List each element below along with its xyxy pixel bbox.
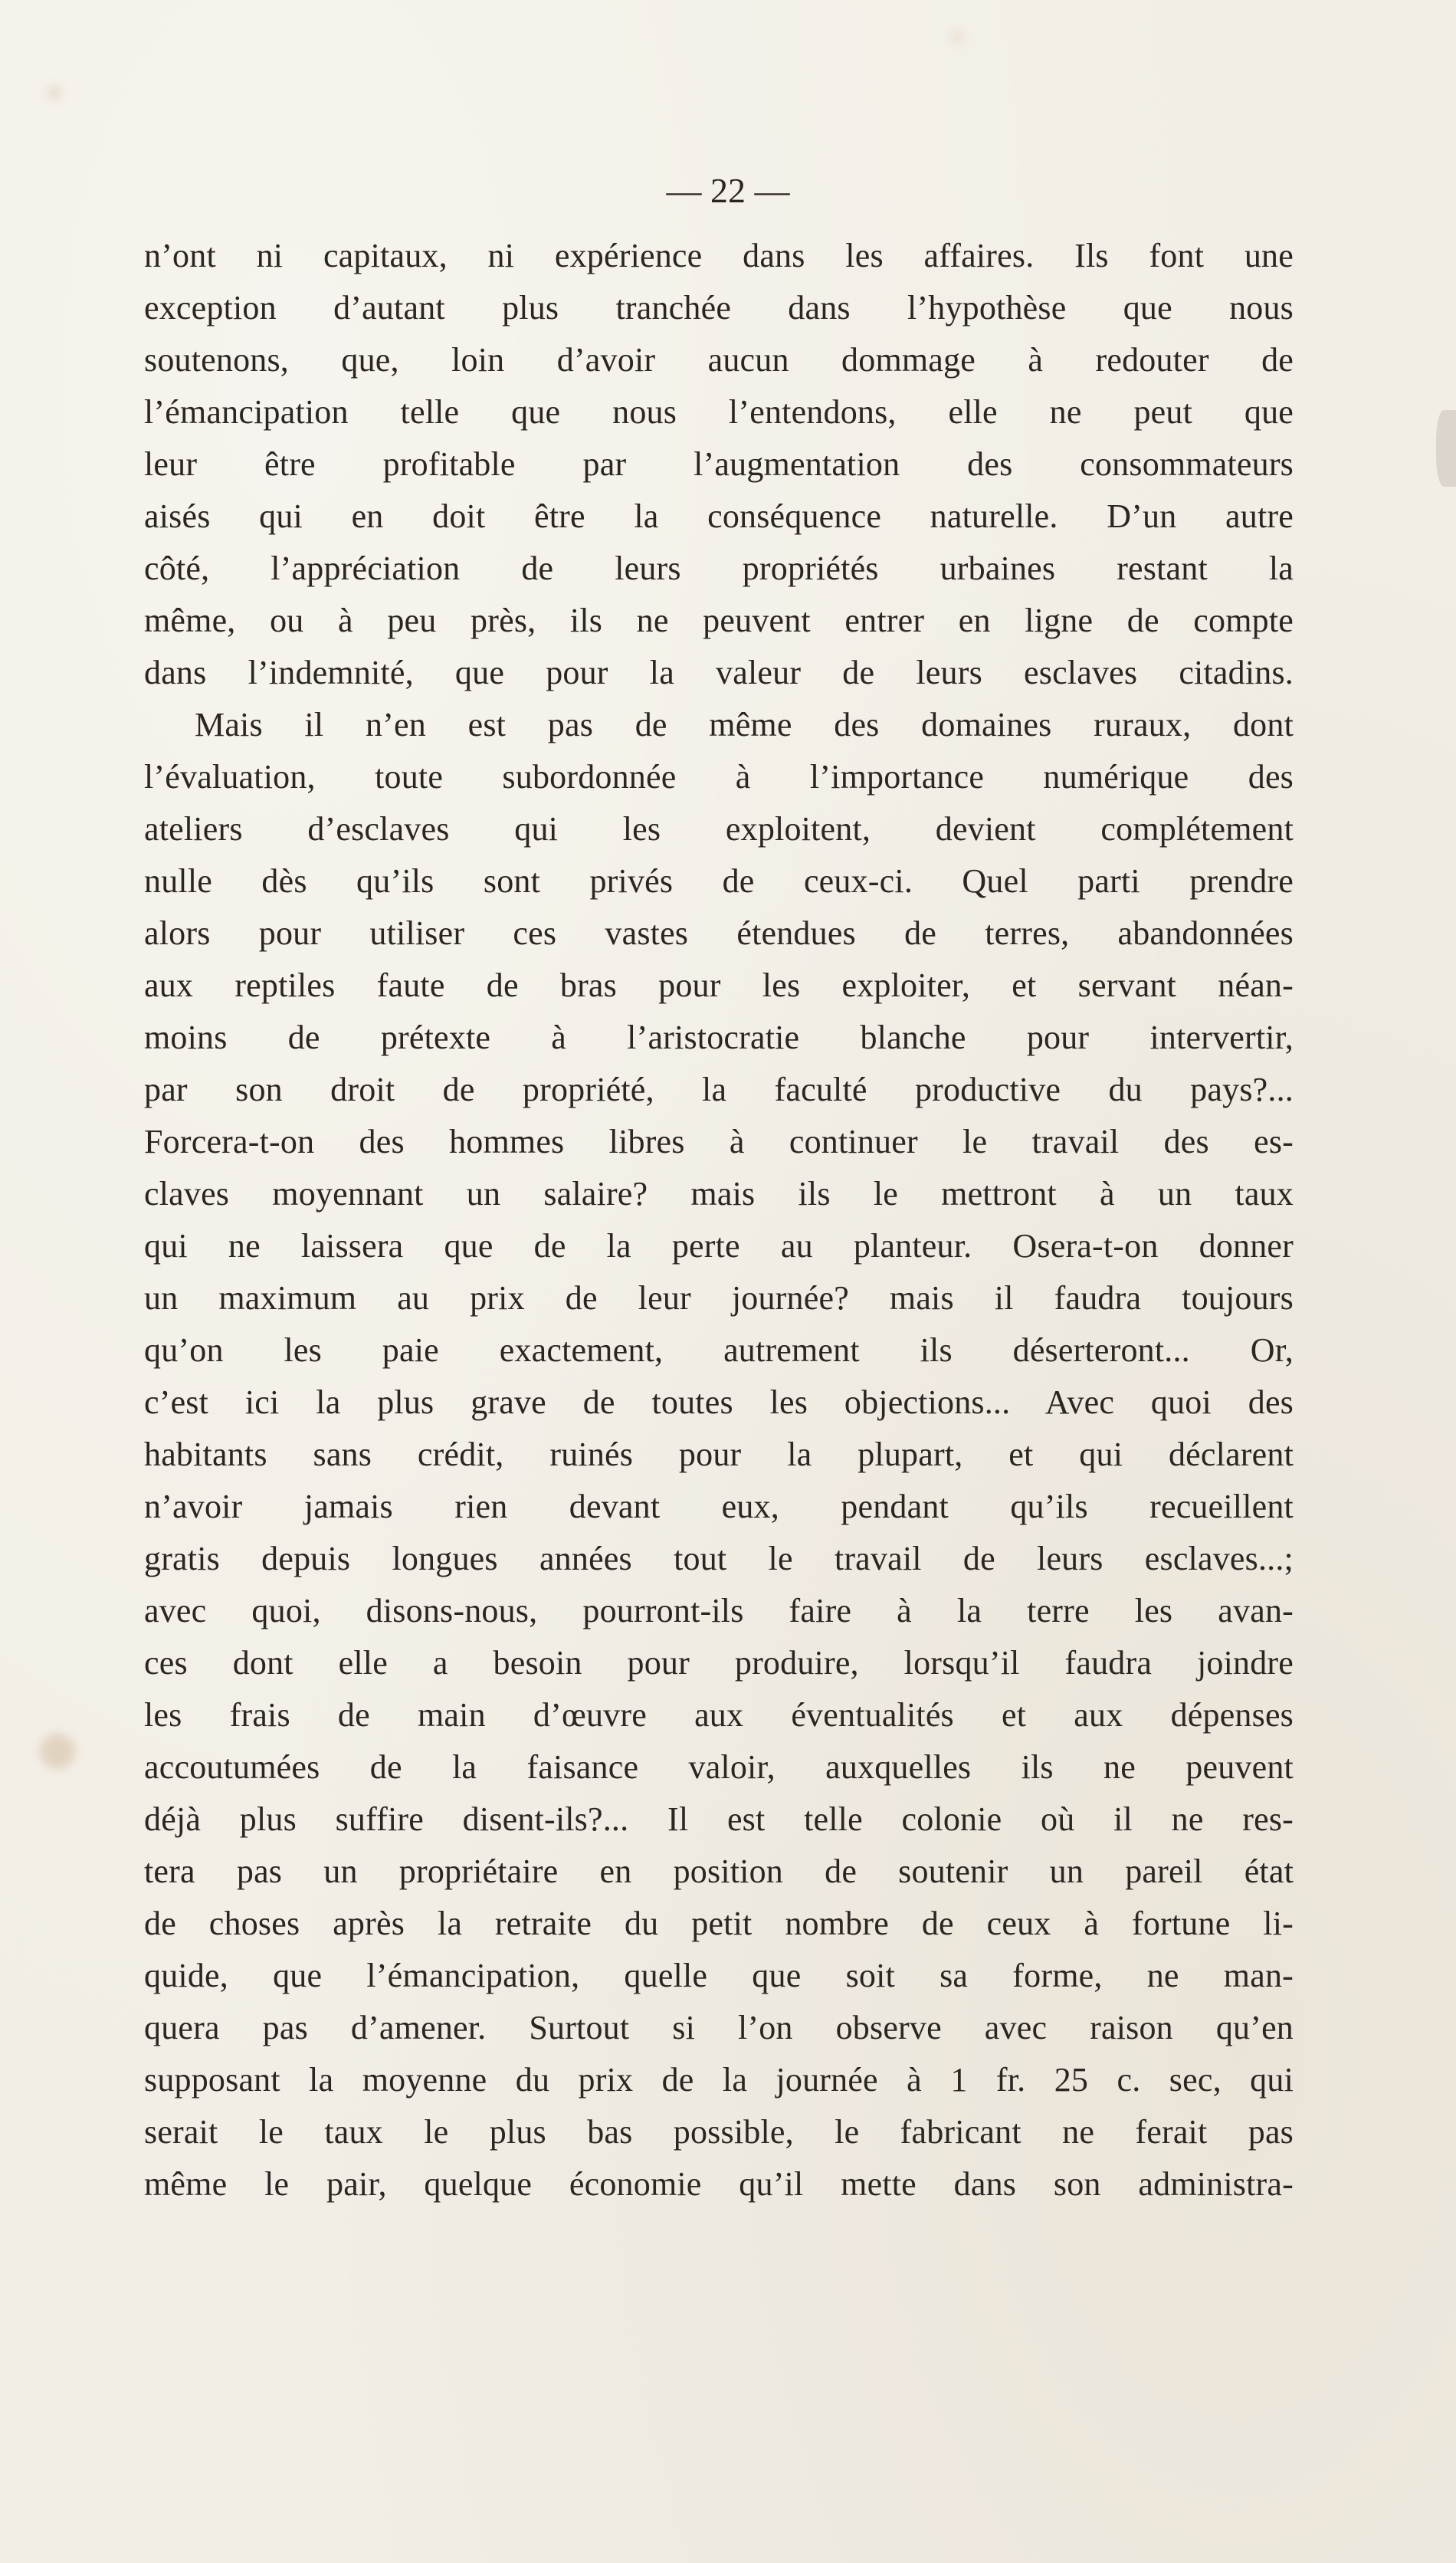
- page-number: — 22 —: [666, 171, 790, 210]
- text-line: habitants sans crédit, ruinés pour la plupart, et qui déclarent: [144, 1436, 1294, 1473]
- text-line: n’avoir jamais rien devant eux, pendant qu’ils recueillent: [144, 1488, 1294, 1525]
- text-line: Mais il n’en est pas de même des domaines ruraux, dont: [195, 706, 1294, 743]
- text-line: supposant la moyenne du prix de la journée à 1 fr. 25 c. sec, qui: [144, 2061, 1294, 2099]
- text-line: soutenons, que, loin d’avoir aucun dommage à redouter de: [144, 341, 1294, 379]
- page-edge-mark: [1436, 410, 1456, 487]
- text-line: déjà plus suffire disent-ils?... Il est telle colonie où il ne res-: [144, 1800, 1294, 1838]
- text-line: alors pour utiliser ces vastes étendues de terres, abandonnées: [144, 914, 1294, 952]
- text-line: avec quoi, disons-nous, pourront-ils faire à la terre les avan-: [144, 1592, 1294, 1629]
- text-line: serait le taux le plus bas possible, le fabricant ne ferait pas: [144, 2113, 1294, 2151]
- text-line: quera pas d’amener. Surtout si l’on observe avec raison qu’en: [144, 2009, 1294, 2046]
- text-line: gratis depuis longues années tout le travail de leurs esclaves...;: [144, 1540, 1294, 1577]
- text-line: Forcera-t-on des hommes libres à continuer le travail des es-: [144, 1123, 1294, 1160]
- text-line: de choses après la retraite du petit nombre de ceux à fortune li-: [144, 1905, 1294, 1942]
- text-line: même, ou à peu près, ils ne peuvent entrer en ligne de compte: [144, 602, 1294, 639]
- foxing-stain: [40, 1734, 75, 1769]
- text-line: accoutumées de la faisance valoir, auxquelles ils ne peuvent: [144, 1748, 1294, 1786]
- text-line: par son droit de propriété, la faculté productive du pays?...: [144, 1071, 1294, 1108]
- text-line: quide, que l’émancipation, quelle que soit sa forme, ne man-: [144, 1957, 1294, 1994]
- text-line: l’émancipation telle que nous l’entendons, elle ne peut que: [144, 393, 1294, 431]
- text-line: aux reptiles faute de bras pour les exploiter, et servant néan-: [144, 966, 1294, 1004]
- text-line: qu’on les paie exactement, autrement ils déserteront... Or,: [144, 1331, 1294, 1369]
- text-line: qui ne laissera que de la perte au planteur. Osera-t-on donner: [144, 1227, 1294, 1265]
- text-line: claves moyennant un salaire? mais ils le mettront à un taux: [144, 1175, 1294, 1213]
- text-line: nulle dès qu’ils sont privés de ceux-ci. Quel parti prendre: [144, 862, 1294, 900]
- text-line: l’évaluation, toute subordonnée à l’importance numérique des: [144, 758, 1294, 796]
- foxing-stain: [950, 31, 964, 44]
- text-line: moins de prétexte à l’aristocratie blanche pour intervertir,: [144, 1019, 1294, 1056]
- text-line: tera pas un propriétaire en position de soutenir un pareil état: [144, 1853, 1294, 1890]
- text-line: leur être profitable par l’augmentation des consommateurs: [144, 445, 1294, 483]
- text-line: un maximum au prix de leur journée? mais il faudra toujours: [144, 1279, 1294, 1317]
- text-line: n’ont ni capitaux, ni expérience dans les affaires. Ils font une: [144, 237, 1294, 274]
- text-line: les frais de main d’œuvre aux éventualités et aux dépenses: [144, 1696, 1294, 1734]
- text-line: c’est ici la plus grave de toutes les objections... Avec quoi des: [144, 1383, 1294, 1421]
- text-line: ces dont elle a besoin pour produire, lorsqu’il faudra joindre: [144, 1644, 1294, 1682]
- text-line: exception d’autant plus tranchée dans l’hypothèse que nous: [144, 289, 1294, 327]
- foxing-stain: [46, 84, 63, 101]
- text-line: ateliers d’esclaves qui les exploitent, devient complétement: [144, 810, 1294, 848]
- body-text: [144, 230, 1294, 2210]
- text-line: côté, l’appréciation de leurs propriétés urbaines restant la: [144, 550, 1294, 587]
- text-line: dans l’indemnité, que pour la valeur de leurs esclaves citadins.: [144, 654, 1294, 691]
- text-line: même le pair, quelque économie qu’il mette dans son administra-: [144, 2165, 1294, 2203]
- text-line: aisés qui en doit être la conséquence naturelle. D’un autre: [144, 497, 1294, 535]
